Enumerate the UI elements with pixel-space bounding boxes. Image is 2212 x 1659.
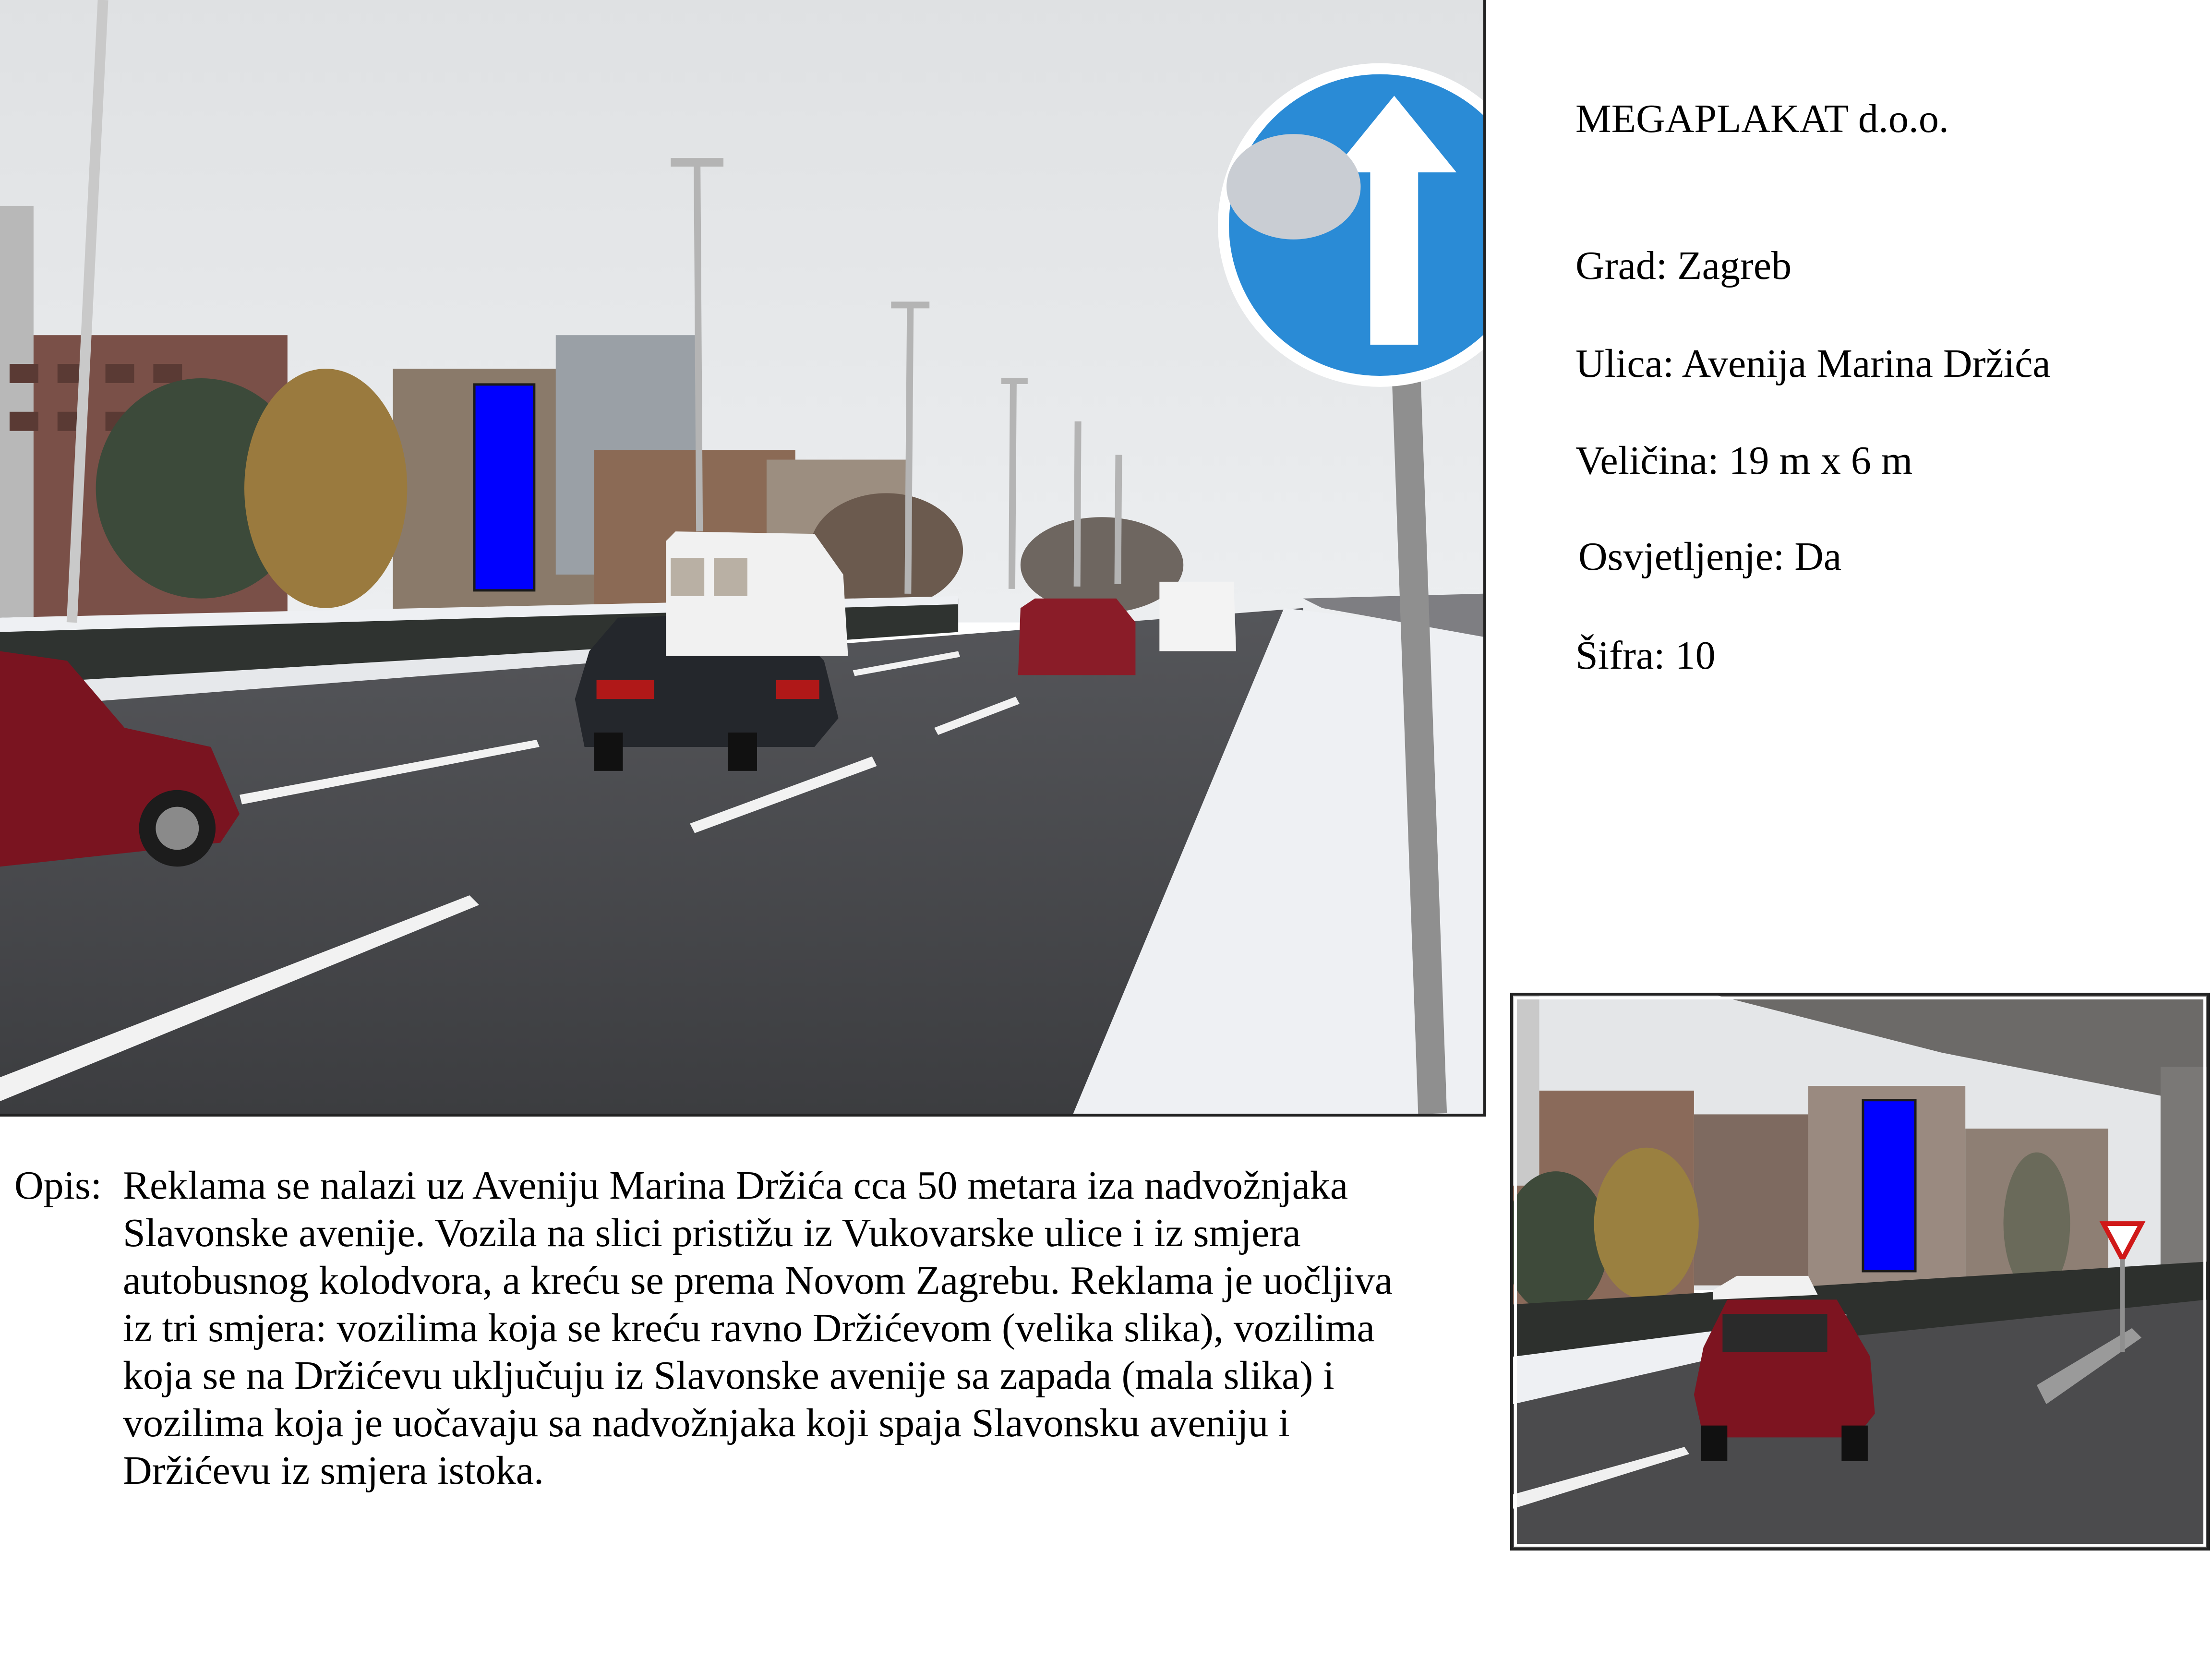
company-name: MEGAPLAKAT d.o.o. [1575, 96, 1949, 141]
code-field: Šifra: 10 [1575, 633, 1716, 678]
description-line: Slavonske avenije. Vozila na slici pristižu iz Vukovarske ulice i iz smjera [123, 1211, 1301, 1255]
small-street-photo [1510, 993, 2210, 1551]
street-field: Ulica: Avenija Marina Držića [1575, 341, 2051, 386]
van-white-far [1159, 582, 1236, 651]
description-block [14, 1162, 1483, 1494]
car-red-far [1018, 599, 1136, 675]
description-line: iz tri smjera: vozilima koja se kreću ravno Držićevom (velika slika), vozilima [123, 1306, 1375, 1350]
car-red-small [1694, 1299, 1875, 1461]
description-line: Reklama se nalazi uz Aveniju Marina Držića cca 50 metara iza nadvožnjaka [123, 1163, 1348, 1208]
lighting-field: Osvjetljenje: Da [1578, 534, 1842, 579]
city-field: Grad: Zagreb [1575, 243, 1792, 288]
description-line: koja se na Držićevu uključuju iz Slavonske avenije sa zapada (mala slika) i [123, 1353, 1334, 1398]
billboard-marker [474, 385, 534, 590]
main-street-photo [0, 0, 1486, 1117]
description-line: autobusnog kolodvora, a kreću se prema Novom Zagrebu. Reklama je uočljiva [123, 1258, 1393, 1303]
billboard-marker-small [1863, 1100, 1915, 1271]
size-field: Veličina: 19 m x 6 m [1575, 438, 1913, 483]
description-line: vozilima koja je uočavaju sa nadvožnjaka koji spaja Slavonsku aveniju i [123, 1401, 1290, 1445]
description-label: Opis: [14, 1163, 102, 1208]
van-white [666, 531, 848, 656]
description-line: Držićevu iz smjera istoka. [123, 1448, 544, 1493]
